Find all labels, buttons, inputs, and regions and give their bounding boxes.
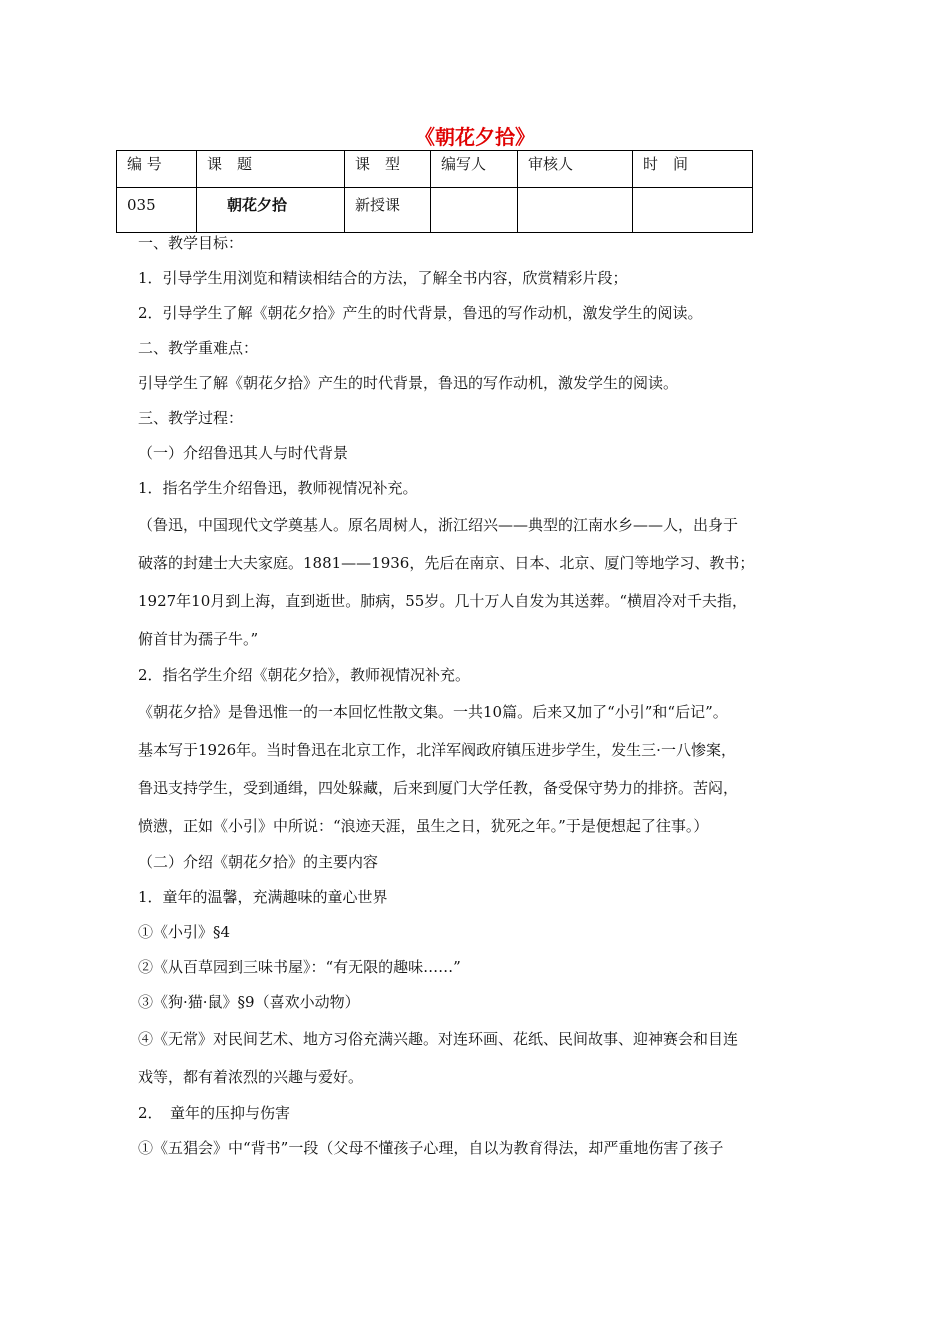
paragraph-line: 引导学生了解《朝花夕拾》产生的时代背景，鲁迅的写作动机，激发学生的阅读。 [138,374,679,392]
table-header-row [117,151,753,188]
header-time: 时 间 [633,151,753,188]
paragraph-line: 破落的封建士大夫家庭。1881——1936，先后在南京、日本、北京、厦门等地学习、教书； [138,554,755,572]
header-topic: 课 题 [197,151,345,188]
paragraph-line: 2．引导学生了解《朝花夕拾》产生的时代背景，鲁迅的写作动机，激发学生的阅读。 [138,304,703,322]
header-number: 编 号 [117,151,197,188]
list-item: ③《狗·猫·鼠》§9（喜欢小动物） [138,993,360,1011]
paragraph-line: 1927年10月到上海，直到逝世。肺病，55岁。几十万人自发为其送葬。“横眉冷对千夫指， [138,592,748,610]
section-heading-key-points: 二、教学重难点： [138,339,259,357]
header-reviewer: 审核人 [518,151,633,188]
paragraph-line: 戏等，都有着浓烈的兴趣与爱好。 [138,1068,364,1086]
section-heading-process: 三、教学过程： [138,409,244,427]
list-item: ④《无常》对民间艺术、地方习俗充满兴趣。对连环画、花纸、民间故事、迎神赛会和目连 [138,1030,739,1048]
value-topic: 朝花夕拾 [197,188,345,233]
paragraph-line: 1．指名学生介绍鲁迅，教师视情况补充。 [138,479,418,497]
paragraph-line: 《朝花夕拾》是鲁迅惟一的一本回忆性散文集。一共10篇。后来又加了“小引”和“后记”。 [138,703,728,721]
document-body [138,226,828,1166]
value-number: 035 [117,188,197,233]
paragraph-line: 基本写于1926年。当时鲁迅在北京工作，北洋军阀政府镇压进步学生，发生三·一八惨案， [138,741,736,759]
page-title: 《朝花夕拾》 [415,125,535,149]
subsection-heading: （一）介绍鲁迅其人与时代背景 [138,444,349,462]
header-type: 课 型 [345,151,431,188]
section-heading-goals: 一、教学目标： [138,234,244,252]
paragraph-line: 1．引导学生用浏览和精读相结合的方法，了解全书内容，欣赏精彩片段； [138,269,628,287]
paragraph-line: 2．指名学生介绍《朝花夕拾》，教师视情况补充。 [138,666,471,684]
paragraph-line: 2． 童年的压抑与伤害 [138,1104,291,1122]
paragraph-line: 俯首甘为孺子牛。” [138,630,259,648]
paragraph-line: 1．童年的温馨，充满趣味的童心世界 [138,888,388,906]
info-table [116,150,753,233]
list-item: ①《小引》§4 [138,923,231,941]
value-type: 新授课 [345,188,431,233]
list-item: ①《五猖会》中“背书”一段（父母不懂孩子心理，自以为教育得法，却严重地伤害了孩子 [138,1139,724,1157]
subsection-heading: （二）介绍《朝花夕拾》的主要内容 [138,853,379,871]
paragraph-line: 鲁迅支持学生，受到通缉，四处躲藏，后来到厦门大学任教，备受保守势力的排挤。苦闷， [138,779,739,797]
paragraph-line: 愤懑，正如《小引》中所说：“浪迹天涯，虽生之日，犹死之年。”于是便想起了往事。） [138,817,709,835]
list-item: ②《从百草园到三味书屋》：“有无限的趣味……” [138,958,461,976]
header-author: 编写人 [431,151,518,188]
paragraph-line: （鲁迅，中国现代文学奠基人。原名周树人，浙江绍兴——典型的江南水乡——人，出身于 [138,516,739,534]
